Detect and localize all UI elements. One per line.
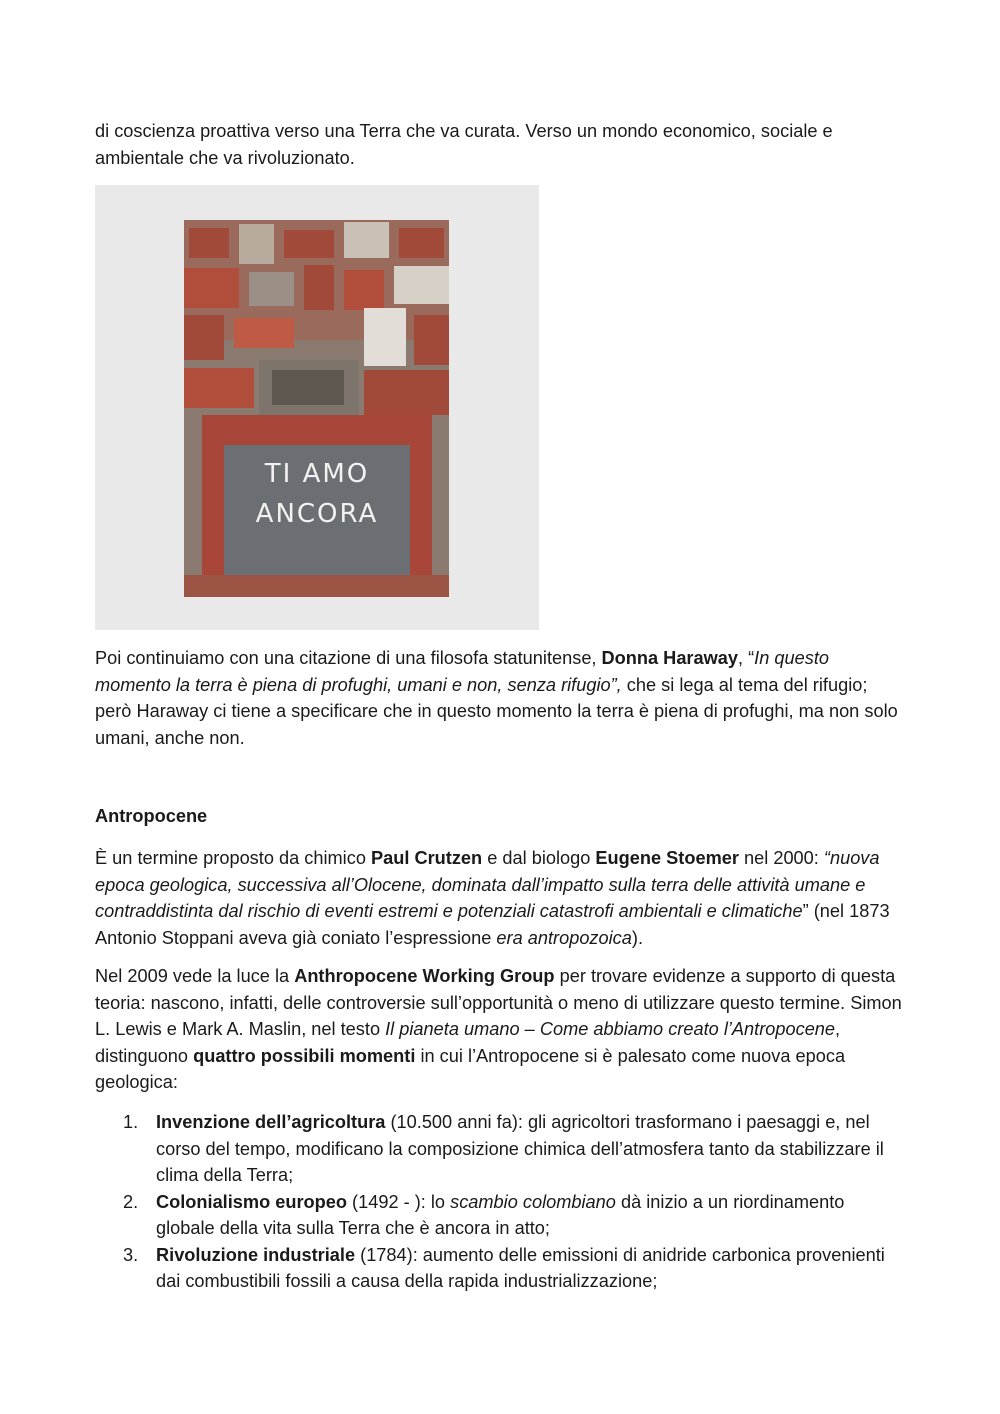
emphasis-bold: quattro possibili momenti	[193, 1045, 416, 1066]
intro-paragraph	[95, 118, 905, 171]
figure-photo-ti-amo-ancora	[95, 185, 539, 630]
definition-quote: “nuova epoca geologica, successiva all’Olocene, dominata dall’impatto sulla terra delle attività umane e contraddistinta dal rischio di eventi estremi e potenziali catastrofi ambientali e climatiche	[95, 848, 880, 921]
list-item-text: (1784): aumento delle emissioni di anidride carbonica provenienti dai combustibili fossili a causa della rapida industrializzazione;	[156, 1244, 885, 1291]
text-span: e dal biologo	[482, 848, 596, 868]
list-item	[95, 1242, 905, 1295]
list-number: 1.	[123, 1112, 139, 1132]
book-title: Il pianeta umano – Come abbiamo creato l’Antropocene	[385, 1019, 836, 1039]
list-item-text: (10.500 anni fa): gli agricoltori trasformano i paesaggi e, nel corso del tempo, modificano la composizione chimica dell’atmosfera tanto da stabilizzare il clima della Terra;	[156, 1112, 884, 1185]
text-span: , “	[738, 648, 755, 668]
crutzen-name: Paul Crutzen	[370, 848, 483, 868]
intro-text: di coscienza proattiva verso una Terra che va curata. Verso un mondo economico, sociale e ambientale che va rivoluzionato.	[95, 121, 833, 168]
list-item-title: Colonialismo europeo	[156, 1191, 347, 1212]
photo-text-line2: ANCORA	[255, 499, 379, 529]
moments-list	[95, 1109, 905, 1295]
haraway-quote: In questo momento la terra è piena di profughi, umani e non, senza rifugio”,	[95, 648, 829, 695]
list-number: 2.	[123, 1191, 139, 1212]
list-item-text: (1492 - ): lo	[347, 1191, 451, 1212]
term-italic: scambio colombiano	[450, 1191, 616, 1212]
text-span: Poi continuiamo con una citazione di una filosofa statunitense,	[95, 648, 602, 668]
text-span: per trovare evidenze a supporto di questa teoria: nascono, infatti, delle controversie sull’opportunità o meno di utilizzare questo termine. Simon L. Lewis e Mark A. Maslin, nel testo	[95, 966, 902, 1039]
list-item-title: Invenzione dell’agricoltura	[156, 1112, 386, 1132]
working-group-name: Anthropocene Working Group	[294, 966, 555, 986]
stoemer-name: Eugene Stoemer	[595, 848, 739, 868]
text-span: ” (nel 1873 Antonio Stoppani aveva già coniato l’espressione	[95, 901, 890, 948]
definition-paragraph	[95, 845, 905, 951]
list-number: 3.	[123, 1244, 139, 1265]
list-item	[95, 1189, 905, 1242]
text-span: ).	[631, 927, 644, 948]
working-group-paragraph	[95, 963, 905, 1096]
text-span: È un termine proposto da chimico	[95, 848, 371, 868]
text-span: che si lega al tema del rifugio; però Haraway ci tiene a specificare che in questo momento la terra è piena di profughi, ma non solo umani, anche non.	[95, 674, 898, 748]
photo-text-line1: TI AMO	[264, 459, 370, 489]
section-heading: Antropocene	[95, 806, 208, 826]
text-span: , distinguono	[95, 1019, 841, 1066]
list-item-text: dà inizio a un riordinamento globale della vita sulla Terra che è ancora in atto;	[156, 1191, 845, 1238]
list-item	[95, 1109, 905, 1189]
haraway-name: Donna Haraway	[601, 648, 738, 668]
haraway-paragraph	[95, 645, 905, 751]
list-item-title: Rivoluzione industriale	[156, 1244, 356, 1265]
text-span: Nel 2009 vede la luce la	[95, 966, 295, 986]
text-span: nel 2000:	[738, 848, 824, 868]
term-italic: era antropozoica	[496, 927, 632, 948]
text-span: in cui l’Antropocene si è palesato come nuova epoca geologica:	[95, 1045, 846, 1092]
aerial-city-photo	[184, 220, 449, 597]
